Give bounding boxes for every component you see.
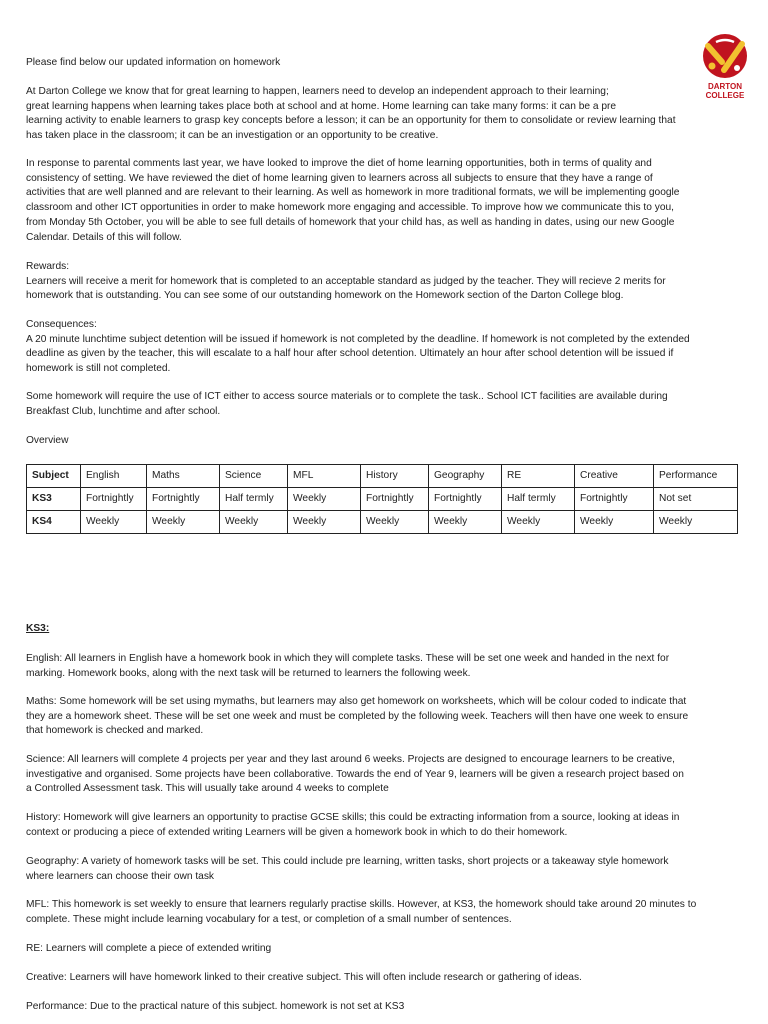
text-line: RE: Learners will complete a piece of extended writing <box>26 943 272 954</box>
performance-paragraph <box>26 1000 732 1015</box>
text-line: homework is still not completed. <box>26 363 171 375</box>
table-cell: Weekly <box>361 511 429 534</box>
text-line: At Darton College we know that for great learning to happen, learners need to develop an independent approach to their learning; <box>26 86 609 97</box>
text-line: Some homework will require the use of ICT either to access source materials or to complete the task.. School ICT facilities are available during <box>26 391 668 402</box>
text-line: they are a homework sheet. These will be set one week and must be completed by the following week. Teachers will then have one week to ensure <box>26 710 689 722</box>
table-cell: MFL <box>288 465 361 488</box>
text-line: classroom and other ICT opportunities in order to make homework more engaging and accessible. To improve how we communicate this to you, <box>26 202 674 214</box>
table-cell: Geography <box>429 465 502 488</box>
table-cell: Not set <box>654 488 738 511</box>
table-cell: History <box>361 465 429 488</box>
text-line: Creative: Learners will have homework linked to their creative subject. This will often include research or gathering of ideas. <box>26 972 582 983</box>
paragraph-learning-cont <box>26 114 732 143</box>
text-line: Performance: Due to the practical nature of this subject. homework is not set at KS3 <box>26 1001 405 1012</box>
consequences-heading: Consequences: <box>26 319 97 330</box>
text-line: Breakfast Club, lunchtime and after school. <box>26 405 221 417</box>
overview-label: Overview <box>26 435 69 446</box>
table-cell: Weekly <box>654 511 738 534</box>
text-line: activities that are well planned and are relevant to their learning. As well as homework in more traditional formats, we will be implementing google <box>26 187 680 199</box>
table-cell: Weekly <box>81 511 147 534</box>
table-cell: Fortnightly <box>429 488 502 511</box>
table-cell: Weekly <box>575 511 654 534</box>
text-line: deadline as given by the teacher, this will escalate to a half hour after school detention. Ultimately an hour after school detention will be issued if <box>26 348 674 360</box>
text-line: homework that is outstanding. You can see some of our outstanding homework on the Homework section of the Darton College blog. <box>26 290 624 302</box>
ict-paragraph <box>26 390 732 419</box>
ks3-heading: KS3: <box>26 623 50 634</box>
homework-overview-table <box>26 464 738 534</box>
table-header-row <box>27 465 738 488</box>
table-cell: Weekly <box>288 488 361 511</box>
table-cell: KS4 <box>27 511 81 534</box>
text-line: Science: All learners will complete 4 projects per year and they last around 6 weeks. Projects are designed to encourage learners to be creative, <box>26 754 675 765</box>
maths-paragraph <box>26 695 732 739</box>
text-line: has taken place in the classroom; it can be an investigation or an opportunity to be creative. <box>26 129 439 141</box>
text-line: a Controlled Assessment task. This will usually take around 4 weeks to complete <box>26 783 389 795</box>
intro-text: Please find below our updated information on homework <box>26 57 281 68</box>
table-cell: Performance <box>654 465 738 488</box>
table-cell: KS3 <box>27 488 81 511</box>
table-cell: Fortnightly <box>361 488 429 511</box>
rewards-heading: Rewards: <box>26 261 70 272</box>
table-cell: Weekly <box>288 511 361 534</box>
table-cell: Half termly <box>502 488 575 511</box>
text-line: great learning happens when learning takes place both at school and at home. Home learning can take many forms: it can be a pre <box>26 100 617 112</box>
table-cell: Creative <box>575 465 654 488</box>
mfl-paragraph <box>26 898 732 927</box>
text-line: Maths: Some homework will be set using mymaths, but learners may also get homework on worksheets, which will be colour coded to indicate that <box>26 696 687 707</box>
text-line: English: All learners in English have a homework book in which they will complete tasks. These will be set one week and handed in the next for <box>26 653 670 664</box>
text-line: History: Homework will give learners an opportunity to practise GCSE skills; this could be extracting information from a source, looking at ideas in <box>26 812 680 823</box>
logo-wordmark <box>694 82 756 100</box>
history-paragraph <box>26 811 732 840</box>
logo-line-1: DARTON <box>707 82 743 91</box>
table-cell: Weekly <box>429 511 502 534</box>
table-cell: English <box>81 465 147 488</box>
table-cell: Weekly <box>147 511 220 534</box>
table-row-ks4 <box>27 511 738 534</box>
text-line: investigative and organised. Some projects have been collaborative. Towards the end of Year 9, learners will be given a research project based on <box>26 768 684 780</box>
table-cell: Half termly <box>220 488 288 511</box>
table-cell: Fortnightly <box>81 488 147 511</box>
paragraph-learning <box>26 85 666 114</box>
table-cell: RE <box>502 465 575 488</box>
intro-paragraph <box>26 56 732 71</box>
overview-label-block <box>26 434 732 449</box>
text-line: Calendar. Details of this will follow. <box>26 231 182 243</box>
table-cell: Fortnightly <box>575 488 654 511</box>
text-line: complete. These might include learning vocabulary for a test, or completion of a small number of sentences. <box>26 913 512 925</box>
text-line: consistency of setting. We have reviewed the diet of home learning given to learners across all subjects to ensure that they have a range of <box>26 172 653 184</box>
re-paragraph <box>26 942 732 957</box>
table-cell: Science <box>220 465 288 488</box>
ks3-heading-block <box>26 622 732 637</box>
table-cell: Fortnightly <box>147 488 220 511</box>
text-line: context or producing a piece of extended writing Learners will be given a homework book in which to do their homework. <box>26 826 568 838</box>
rewards-section <box>26 260 732 304</box>
table-row-ks3 <box>27 488 738 511</box>
text-line: marking. Homework books, along with the next task will be returned to learners the following week. <box>26 667 471 679</box>
paragraph-improvements <box>26 157 732 245</box>
creative-paragraph <box>26 971 732 986</box>
text-line: In response to parental comments last year, we have looked to improve the diet of home learning opportunities, both in terms of quality and <box>26 158 652 169</box>
text-line: where learners can choose their own task <box>26 870 215 882</box>
table-cell: Maths <box>147 465 220 488</box>
table-cell: Weekly <box>502 511 575 534</box>
table-cell: Weekly <box>220 511 288 534</box>
english-paragraph <box>26 652 732 681</box>
science-paragraph <box>26 753 732 797</box>
table-cell: Subject <box>27 465 81 488</box>
text-line: Geography: A variety of homework tasks will be set. This could include pre learning, written tasks, short projects or a takeaway style homework <box>26 856 669 867</box>
text-line: learning activity to enable learners to grasp key concepts before a lesson; it can be an opportunity for them to consolidate or review learning that <box>26 115 676 126</box>
text-line: from Monday 5th October, you will be able to see full details of homework that your child has, as well as handing in dates, using our new Google <box>26 216 675 228</box>
geography-paragraph <box>26 855 732 884</box>
text-line: A 20 minute lunchtime subject detention will be issued if homework is not completed by the deadline. If homework is not completed by the extended <box>26 333 690 345</box>
text-line: Learners will receive a merit for homework that is completed to an acceptable standard as judged by the teacher. They will recieve 2 merits for <box>26 275 666 287</box>
consequences-section <box>26 318 732 377</box>
text-line: that homework is checked and marked. <box>26 725 204 737</box>
logo-line-2: COLLEGE <box>705 91 745 100</box>
text-line: MFL: This homework is set weekly to ensure that learners regularly practise skills. However, at KS3, the homework should take around 20 minutes to <box>26 899 697 910</box>
